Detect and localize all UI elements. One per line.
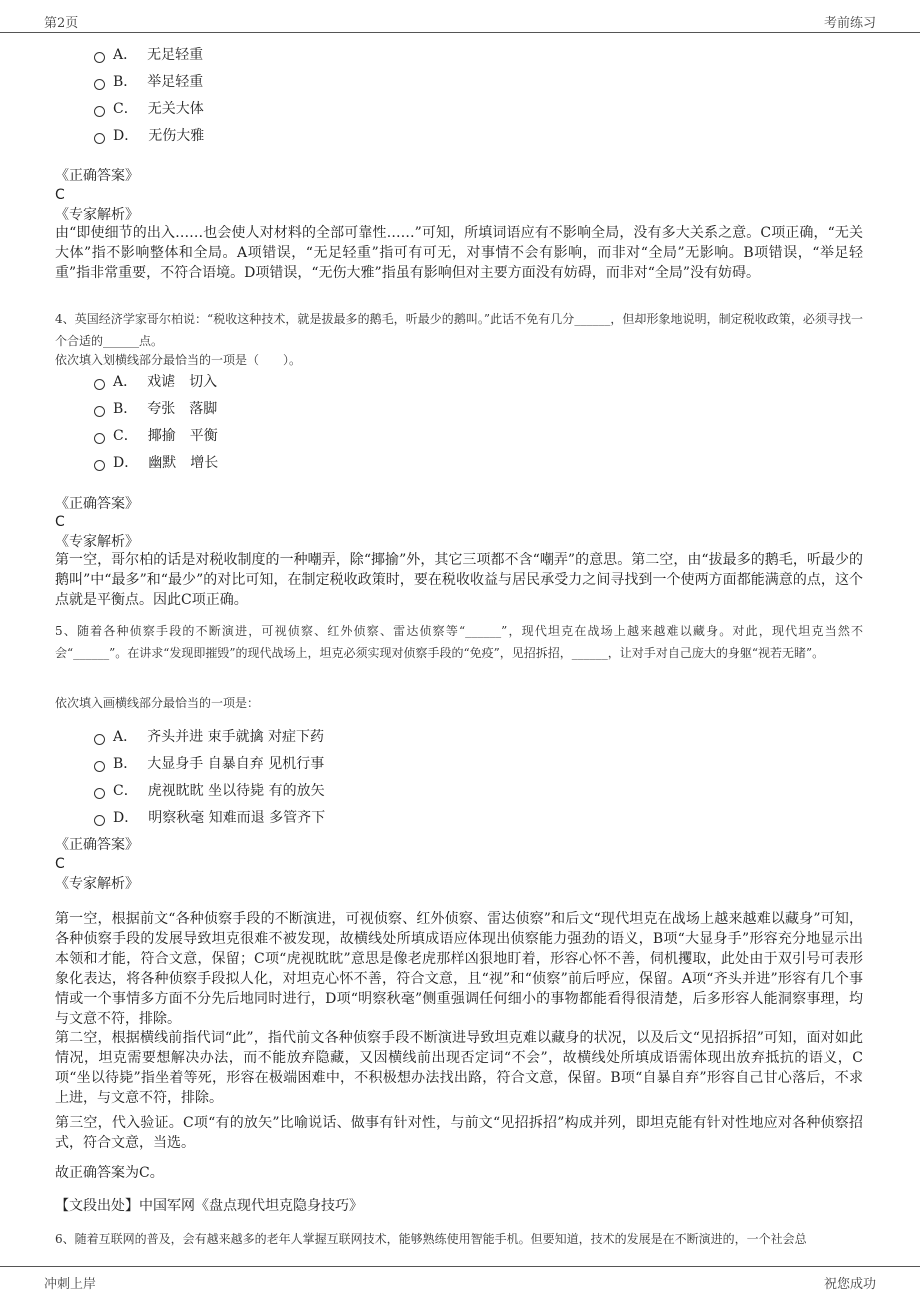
q4-option-a[interactable]: A． 戏谑 切入 <box>94 372 217 392</box>
q3-analysis-label: 《专家解析》 <box>55 207 139 223</box>
q3-answer: C <box>55 187 65 203</box>
radio-icon[interactable] <box>94 52 105 63</box>
page-number: 第2页 <box>44 16 79 31</box>
q5-prompt: 依次填入画横线部分最恰当的一项是： <box>55 696 260 710</box>
q4-option-c[interactable]: C． 揶揄 平衡 <box>94 426 218 446</box>
page-header <box>0 0 920 33</box>
q5-option-a[interactable]: A． 齐头并进 束手就擒 对症下药 <box>94 727 324 747</box>
q4-option-d[interactable]: D． 幽默 增长 <box>94 453 218 473</box>
radio-icon[interactable] <box>94 406 105 417</box>
radio-icon[interactable] <box>94 379 105 390</box>
q5-analysis-label: 《专家解析》 <box>55 876 139 892</box>
q3-option-d[interactable]: D． 无伤大雅 <box>94 126 204 146</box>
radio-icon[interactable] <box>94 460 105 471</box>
q3-option-b[interactable]: B． 举足轻重 <box>94 72 203 92</box>
radio-icon[interactable] <box>94 133 105 144</box>
q4-analysis-label: 《专家解析》 <box>55 534 139 550</box>
radio-icon[interactable] <box>94 815 105 826</box>
radio-icon[interactable] <box>94 761 105 772</box>
q5-option-c[interactable]: C． 虎视眈眈 坐以待毙 有的放矢 <box>94 781 325 801</box>
header-title: 考前练习 <box>823 16 876 31</box>
q4-option-b[interactable]: B． 夸张 落脚 <box>94 399 217 419</box>
q4-answer-label: 《正确答案》 <box>55 496 139 512</box>
q4-prompt: 依次填入划横线部分最恰当的一项是（ ）。 <box>55 353 302 367</box>
page-footer <box>0 1266 920 1303</box>
q6-question: 6、随着互联网的普及，会有越来越多的老年人掌握互联网技术，能够熟练使用智能手机。但要知道，技术的发展是在不断演进的，一个社会总 <box>55 1232 807 1246</box>
q4-analysis: 第一空，哥尔柏的话是对税收制度的一种嘲弄，除“揶揄”外，其它三项都不含“嘲弄”的意思。第二空，由“拔最多的鹅毛，听最少的鹅叫”中“最多”和“最少”的对比可知，在制定税收政策时，要在税收收益与居民承受力之间寻找到一个使两方面都能满意的点，这个点就是平衡点。因此C项正确。 <box>55 552 863 608</box>
q5-analysis-paragraph: 第二空，根据横线前指代词“此”，指代前文各种侦察手段不断演进导致坦克难以藏身的状况，以及后文“见招拆招”可知，面对如此情况，坦克需要想解决办法，而不能放弃隐藏，又因横线前出现否定词“不会”，故横线处所填成语需体现出放弃抵抗的语义，C项“坐以待毙”指坐着等死，形容在极端困难中，不积极想办法找出路，符合文意，保留。B项“自暴自弃”形容自己甘心落后，不求上进，与文意不符，排除。 <box>55 1030 863 1106</box>
q3-answer-label: 《正确答案》 <box>55 168 139 184</box>
radio-icon[interactable] <box>94 734 105 745</box>
q4-question: 4、英国经济学家哥尔柏说：“税收这种技术，就是拔最多的鹅毛，听最少的鹅叫。”此话不免有几分______，但却形象地说明，制定税收政策，必须寻找一个合适的______点。 <box>55 312 863 348</box>
q5-analysis-paragraph: 第一空，根据前文“各种侦察手段的不断演进，可视侦察、红外侦察、雷达侦察”和后文“现代坦克在战场上越来越难以藏身”可知，各种侦察手段的发展导致坦克很难不被发现，故横线处所填成语应体现出侦察能力强劲的语义，B项“大显身手”形容充分地显示出本领和才能，符合文意，保留；C项“虎视眈眈”意思是像老虎那样凶狠地盯着，形容心怀不善，伺机攫取，此处由于双引号可表形象化表达，将各种侦察手段拟人化，对坦克心怀不善，符合文意，且“视”和“侦察”前后呼应，保留。A项“齐头并进”形容有几个事情或一个事情多方面不分先后地同时进行，D项“明察秋毫”侧重强调任何细小的事物都能看得很清楚，后多形容人能洞察事理，均与文意不符，排除。 <box>55 911 863 1027</box>
q5-answer-label: 《正确答案》 <box>55 837 139 853</box>
radio-icon[interactable] <box>94 433 105 444</box>
q3-option-c[interactable]: C． 无关大体 <box>94 99 204 119</box>
q5-source: 【文段出处】中国军网《盘点现代坦克隐身技巧》 <box>55 1198 363 1214</box>
q3-option-a[interactable]: A． 无足轻重 <box>94 45 203 65</box>
q5-conclusion: 故正确答案为C。 <box>55 1165 164 1181</box>
radio-icon[interactable] <box>94 788 105 799</box>
footer-right: 祝您成功 <box>823 1277 876 1292</box>
q5-question: 5、随着各种侦察手段的不断演进，可视侦察、红外侦察、雷达侦察等“______”，现代坦克在战场上越来越难以藏身。对此，现代坦克当然不会“______”。在讲求“发现即摧毁”的现代战场上，坦克必须实现对侦察手段的“免疫”，见招拆招，______，让对手对自己庞大的身躯“视若无睹”。 <box>55 624 863 660</box>
q4-answer: C <box>55 514 65 530</box>
q5-analysis-paragraph: 第三空，代入验证。C项“有的放矢”比喻说话、做事有针对性，与前文“见招拆招”构成并列，即坦克能有针对性地应对各种侦察招式，符合文意，当选。 <box>55 1115 863 1151</box>
footer-left: 冲刺上岸 <box>44 1277 97 1292</box>
q5-option-b[interactable]: B． 大显身手 自暴自弃 见机行事 <box>94 754 324 774</box>
radio-icon[interactable] <box>94 79 105 90</box>
q3-analysis: 由“即使细节的出入……也会使人对材料的全部可靠性……”可知，所填词语应有不影响全局，没有多大关系之意。C项正确，“无关大体”指不影响整体和全局。A项错误，“无足轻重”指可有可无，对事情不会有影响，而非对“全局”无影响。B项错误，“举足轻重”指非常重要，不符合语境。D项错误，“无伤大雅”指虽有影响但对主要方面没有妨碍，而非对“全局”没有妨碍。 <box>55 225 863 281</box>
q5-answer: C <box>55 856 65 872</box>
q5-option-d[interactable]: D． 明察秋毫 知难而退 多管齐下 <box>94 808 325 828</box>
radio-icon[interactable] <box>94 106 105 117</box>
